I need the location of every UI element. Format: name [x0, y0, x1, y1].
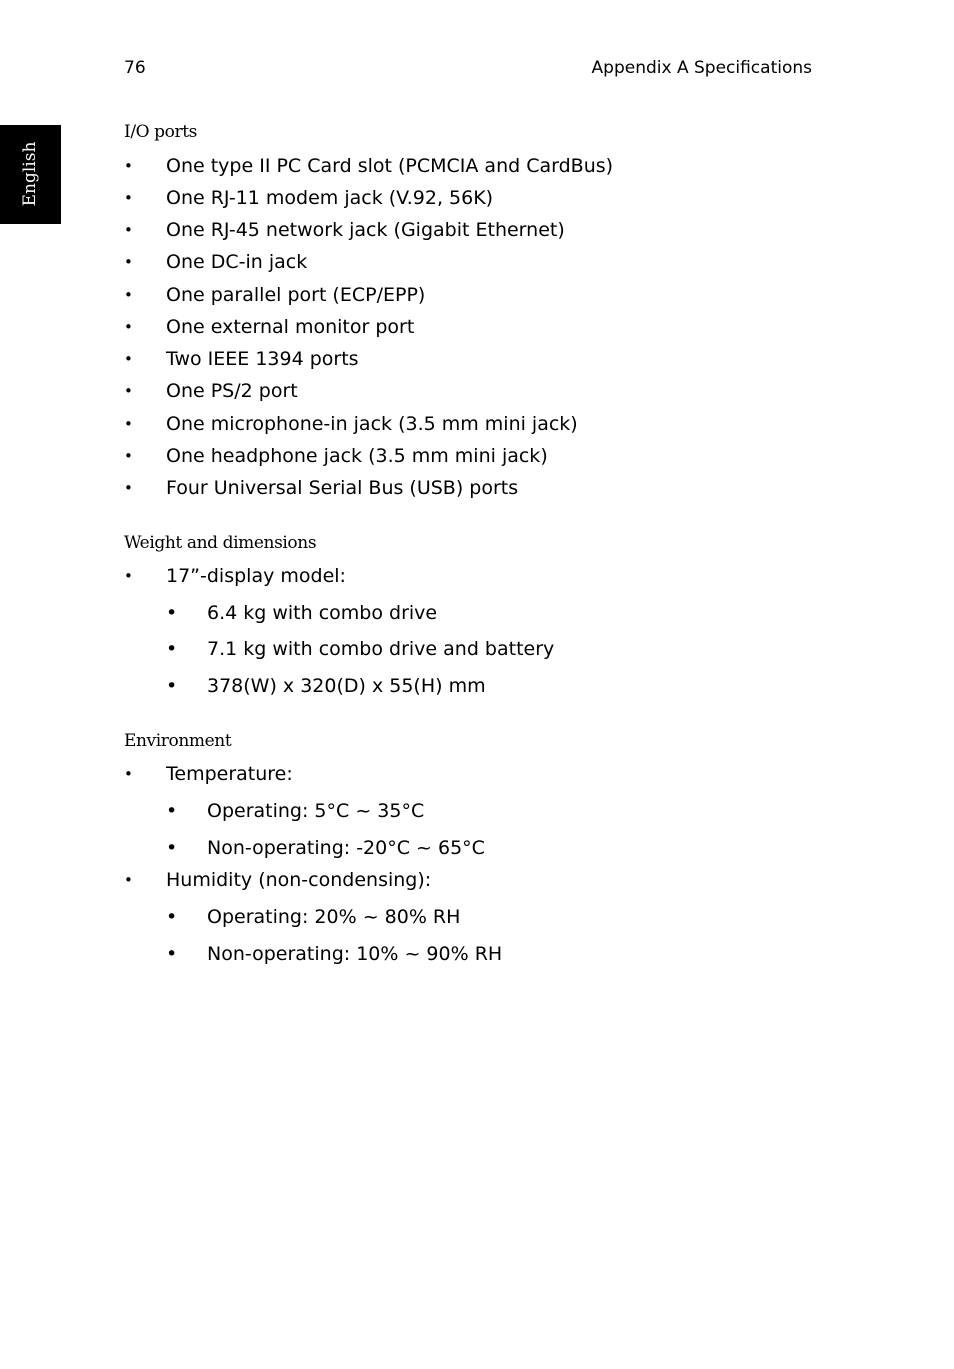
sub-list-item-text: Operating: 20% ~ 80% RH	[207, 906, 461, 928]
list-item-text: One external monitor port	[166, 316, 415, 338]
sub-list-item-text: 6.4 kg with combo drive	[207, 602, 438, 624]
bullet: •	[124, 318, 133, 336]
page-number: 76	[124, 58, 146, 78]
list-item-text: Temperature:	[166, 763, 293, 785]
bullet: •	[124, 253, 133, 271]
bullet: •	[124, 286, 133, 304]
list-item-text: One microphone-in jack (3.5 mm mini jack)	[166, 413, 578, 435]
list-item-text: One parallel port (ECP/EPP)	[166, 284, 426, 306]
bullet: •	[124, 157, 133, 175]
sub-bullet: •	[166, 906, 178, 928]
language-tab-label: English	[20, 141, 40, 207]
list-item-text: One type II PC Card slot (PCMCIA and CardBus)	[166, 155, 614, 177]
bullet: •	[124, 415, 133, 433]
sub-list-item-text: Operating: 5°C ~ 35°C	[207, 800, 425, 822]
sub-list-item-text: 7.1 kg with combo drive and battery	[207, 638, 555, 660]
sub-list-item-text: Non-operating: 10% ~ 90% RH	[207, 943, 503, 965]
sub-bullet: •	[166, 837, 178, 859]
sub-bullet: •	[166, 800, 178, 822]
list-item-text: 17”-display model:	[166, 565, 346, 587]
bullet: •	[124, 765, 133, 783]
weight-dimensions-heading: Weight and dimensions	[124, 533, 317, 553]
list-item-text: Humidity (non-condensing):	[166, 869, 432, 891]
sub-bullet: •	[166, 675, 178, 697]
sub-list-item-text: Non-operating: -20°C ~ 65°C	[207, 837, 485, 859]
environment-heading: Environment	[124, 731, 232, 751]
running-header: Appendix A Specifications	[591, 58, 812, 78]
io-ports-heading: I/O ports	[124, 122, 197, 142]
sub-list-item-text: 378(W) x 320(D) x 55(H) mm	[207, 675, 486, 697]
list-item-text: One headphone jack (3.5 mm mini jack)	[166, 445, 548, 467]
bullet: •	[124, 189, 133, 207]
list-item-text: One RJ-45 network jack (Gigabit Ethernet)	[166, 219, 565, 241]
bullet: •	[124, 567, 133, 585]
bullet: •	[124, 479, 133, 497]
bullet: •	[124, 871, 133, 889]
list-item-text: Four Universal Serial Bus (USB) ports	[166, 477, 519, 499]
sub-bullet: •	[166, 943, 178, 965]
bullet: •	[124, 447, 133, 465]
bullet: •	[124, 350, 133, 368]
bullet: •	[124, 221, 133, 239]
sub-bullet: •	[166, 638, 178, 660]
bullet: •	[124, 382, 133, 400]
sub-bullet: •	[166, 602, 178, 624]
list-item-text: One PS/2 port	[166, 380, 298, 402]
list-item-text: Two IEEE 1394 ports	[166, 348, 359, 370]
list-item-text: One RJ-11 modem jack (V.92, 56K)	[166, 187, 494, 209]
list-item-text: One DC-in jack	[166, 251, 308, 273]
